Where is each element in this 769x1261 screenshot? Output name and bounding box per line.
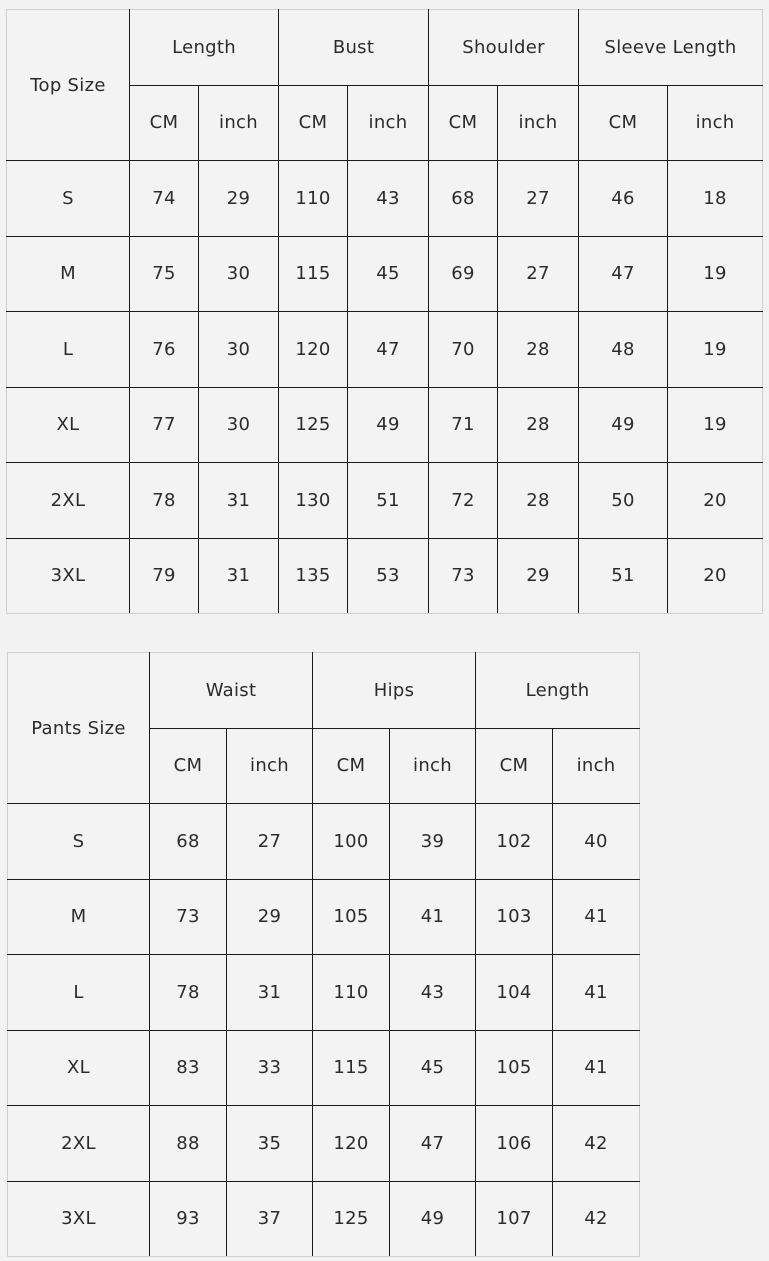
- table-cell: 35: [227, 1106, 313, 1182]
- table-cell: 28: [498, 312, 579, 388]
- unit-header: CM: [130, 85, 199, 161]
- table-cell: 43: [348, 161, 429, 237]
- table-cell: 83: [150, 1030, 227, 1106]
- table-cell: 45: [390, 1030, 476, 1106]
- size-cell: M: [7, 236, 130, 312]
- table-cell: 93: [150, 1181, 227, 1257]
- size-cell: L: [7, 312, 130, 388]
- table-cell: 29: [227, 879, 313, 955]
- size-cell: 3XL: [8, 1181, 150, 1257]
- table-cell: 120: [313, 1106, 390, 1182]
- unit-header: inch: [668, 85, 763, 161]
- table-cell: 76: [130, 312, 199, 388]
- table-cell: 135: [279, 538, 348, 614]
- table-cell: 130: [279, 463, 348, 539]
- table-cell: 115: [313, 1030, 390, 1106]
- size-cell: 2XL: [8, 1106, 150, 1182]
- unit-header: CM: [279, 85, 348, 161]
- table-cell: 28: [498, 463, 579, 539]
- table-cell: 75: [130, 236, 199, 312]
- table-cell: 30: [199, 387, 279, 463]
- table-cell: 41: [390, 879, 476, 955]
- table-cell: 51: [579, 538, 668, 614]
- size-cell: S: [7, 161, 130, 237]
- table-cell: 41: [553, 1030, 640, 1106]
- table-cell: 20: [668, 463, 763, 539]
- table-cell: 33: [227, 1030, 313, 1106]
- table-cell: 105: [313, 879, 390, 955]
- table-row: [7, 387, 763, 463]
- table-cell: 41: [553, 879, 640, 955]
- table-cell: 115: [279, 236, 348, 312]
- top-sleeve-length-header: Sleeve Length: [579, 10, 763, 86]
- table-cell: 46: [579, 161, 668, 237]
- unit-header: CM: [579, 85, 668, 161]
- table-cell: 39: [390, 804, 476, 880]
- table-cell: 30: [199, 236, 279, 312]
- table-cell: 107: [476, 1181, 553, 1257]
- table-cell: 47: [579, 236, 668, 312]
- unit-header: inch: [199, 85, 279, 161]
- table-cell: 105: [476, 1030, 553, 1106]
- table-row: [8, 1181, 640, 1257]
- table-cell: 120: [279, 312, 348, 388]
- table-cell: 37: [227, 1181, 313, 1257]
- table-cell: 110: [313, 955, 390, 1031]
- table-cell: 68: [429, 161, 498, 237]
- table-row: [7, 161, 763, 237]
- size-cell: S: [8, 804, 150, 880]
- table-cell: 42: [553, 1181, 640, 1257]
- table-cell: 48: [579, 312, 668, 388]
- table-cell: 78: [130, 463, 199, 539]
- table-cell: 19: [668, 236, 763, 312]
- pants-size-table: [7, 652, 640, 1257]
- table-cell: 18: [668, 161, 763, 237]
- unit-header: inch: [227, 728, 313, 804]
- table-cell: 30: [199, 312, 279, 388]
- size-cell: XL: [7, 387, 130, 463]
- table-cell: 70: [429, 312, 498, 388]
- table-cell: 19: [668, 312, 763, 388]
- table-cell: 47: [348, 312, 429, 388]
- table-row: [7, 538, 763, 614]
- table-cell: 68: [150, 804, 227, 880]
- table-row: [7, 463, 763, 539]
- unit-header: inch: [348, 85, 429, 161]
- table-cell: 29: [199, 161, 279, 237]
- table-row: [8, 1030, 640, 1106]
- top-size-header: Top Size: [7, 10, 130, 161]
- table-cell: 72: [429, 463, 498, 539]
- top-size-table: [6, 9, 763, 614]
- table-cell: 125: [279, 387, 348, 463]
- size-cell: XL: [8, 1030, 150, 1106]
- table-cell: 29: [498, 538, 579, 614]
- unit-header: CM: [429, 85, 498, 161]
- table-cell: 28: [498, 387, 579, 463]
- table-cell: 31: [199, 463, 279, 539]
- unit-header: CM: [476, 728, 553, 804]
- table-cell: 49: [348, 387, 429, 463]
- table-cell: 53: [348, 538, 429, 614]
- unit-header: CM: [150, 728, 227, 804]
- table-cell: 41: [553, 955, 640, 1031]
- table-cell: 106: [476, 1106, 553, 1182]
- table-row: [8, 804, 640, 880]
- table-cell: 27: [227, 804, 313, 880]
- table-cell: 103: [476, 879, 553, 955]
- table-cell: 50: [579, 463, 668, 539]
- pants-hips-header: Hips: [313, 653, 476, 729]
- table-cell: 51: [348, 463, 429, 539]
- table-cell: 102: [476, 804, 553, 880]
- table-cell: 88: [150, 1106, 227, 1182]
- table-cell: 45: [348, 236, 429, 312]
- table-cell: 100: [313, 804, 390, 880]
- pants-size-header: Pants Size: [8, 653, 150, 804]
- table-cell: 49: [390, 1181, 476, 1257]
- table-cell: 125: [313, 1181, 390, 1257]
- table-cell: 31: [227, 955, 313, 1031]
- table-row: [8, 1106, 640, 1182]
- unit-header: inch: [553, 728, 640, 804]
- table-cell: 73: [429, 538, 498, 614]
- table-cell: 40: [553, 804, 640, 880]
- table-cell: 43: [390, 955, 476, 1031]
- pants-waist-header: Waist: [150, 653, 313, 729]
- size-cell: M: [8, 879, 150, 955]
- table-cell: 110: [279, 161, 348, 237]
- table-cell: 77: [130, 387, 199, 463]
- size-cell: 3XL: [7, 538, 130, 614]
- table-cell: 71: [429, 387, 498, 463]
- unit-header: CM: [313, 728, 390, 804]
- table-cell: 49: [579, 387, 668, 463]
- pants-length-header: Length: [476, 653, 640, 729]
- table-cell: 104: [476, 955, 553, 1031]
- table-cell: 20: [668, 538, 763, 614]
- table-cell: 27: [498, 236, 579, 312]
- table-cell: 31: [199, 538, 279, 614]
- top-bust-header: Bust: [279, 10, 429, 86]
- table-cell: 27: [498, 161, 579, 237]
- table-row: [7, 312, 763, 388]
- table-row: [7, 236, 763, 312]
- size-cell: 2XL: [7, 463, 130, 539]
- table-cell: 42: [553, 1106, 640, 1182]
- top-shoulder-header: Shoulder: [429, 10, 579, 86]
- top-length-header: Length: [130, 10, 279, 86]
- unit-header: inch: [390, 728, 476, 804]
- table-cell: 73: [150, 879, 227, 955]
- table-cell: 79: [130, 538, 199, 614]
- table-cell: 78: [150, 955, 227, 1031]
- table-cell: 19: [668, 387, 763, 463]
- table-cell: 47: [390, 1106, 476, 1182]
- unit-header: inch: [498, 85, 579, 161]
- table-cell: 69: [429, 236, 498, 312]
- table-cell: 74: [130, 161, 199, 237]
- table-row: [8, 955, 640, 1031]
- size-cell: L: [8, 955, 150, 1031]
- table-row: [8, 879, 640, 955]
